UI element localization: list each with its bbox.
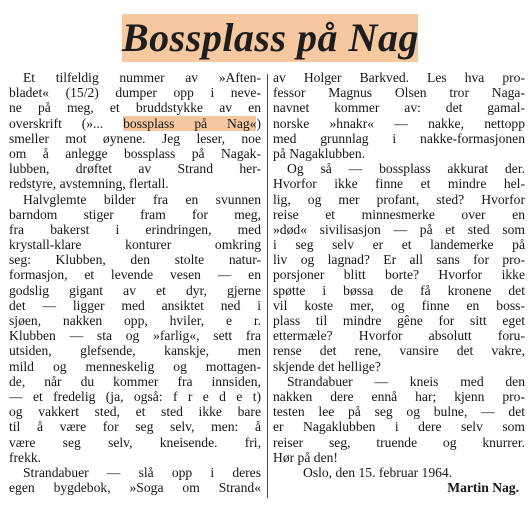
article-line: seg: Klubben, den stolte natur- bbox=[9, 252, 261, 268]
article-line: på Nagaklubben. bbox=[273, 145, 366, 161]
article-line: spøtte i bøssa de få kronene det bbox=[273, 282, 525, 298]
article-line: godslig gigant av et dyr, gjerne bbox=[9, 282, 261, 298]
highlighted-quote: bossplass på Nag« bbox=[123, 115, 257, 131]
article-line: nakken dere ennå har; kjenn pro- bbox=[273, 388, 525, 404]
article-line: Et tilfeldig nummer av »Aften- bbox=[23, 70, 261, 85]
article-line: de, når du kommer fra innsiden, bbox=[9, 373, 261, 389]
article-left-column bbox=[9, 70, 261, 495]
article-line: vil koste mer, og finne en boss- bbox=[273, 297, 525, 313]
article-line: lubben, drøftet av Strand her- bbox=[9, 161, 261, 177]
article-line: ne på meg, et bruddstykke av en bbox=[9, 100, 261, 116]
article-line: reise et minnesmerke over en bbox=[273, 206, 525, 222]
article-line: liv og lagnad? Er all sans for pro- bbox=[273, 252, 525, 268]
article-line: mild og menneskelig og mottagen- bbox=[9, 358, 261, 374]
article-line: navnet kommer av: det gamal- bbox=[273, 100, 525, 116]
article-line: egen bygdebok, »Soga om Strand« bbox=[9, 480, 261, 496]
article-line: Hør på den! bbox=[273, 449, 338, 465]
article-line: i seg selv er et landemerke på bbox=[273, 237, 525, 253]
article-line: norske »hnakr« — nakke, nettopp bbox=[273, 115, 525, 131]
article-line: reiser seg, truende og knurrer. bbox=[273, 434, 525, 450]
article-line: Strandabuer — slå opp i deres bbox=[23, 464, 261, 480]
article-line: ettermæle? Hvorfor absolutt foru- bbox=[273, 328, 525, 344]
article-line: av Holger Barkved. Les hva pro- bbox=[273, 70, 525, 85]
article-line-text: ) bbox=[256, 115, 262, 131]
article-line: porsjoner blitt borte? Hvorfor ikke bbox=[273, 267, 525, 283]
signature-date: Oslo, den 15. februar 1964. bbox=[303, 464, 453, 480]
article-line: om å anlegge bossplass på Nagak- bbox=[9, 145, 261, 161]
article-line: formasjon, et levende vesen — en bbox=[9, 267, 261, 283]
article-line: Strandabuer — kneis med den bbox=[287, 373, 525, 389]
article-line: — et fredelig (ja, også: f r e d e t) bbox=[9, 388, 261, 404]
article-line: skjende det hellige? bbox=[273, 358, 381, 374]
article-line: Og så — bossplass akkurat der. bbox=[287, 161, 525, 177]
headline: Bossplass på Nag bbox=[122, 15, 419, 60]
article-line: frekk. bbox=[9, 449, 42, 465]
article-line: lig, og mer profant, sted? Hvorfor bbox=[273, 191, 525, 207]
article-line: bladet« (15/2) dumper opp i neve- bbox=[9, 85, 261, 101]
article-line: Klubben — sta og »farlig«, sett fra bbox=[9, 328, 261, 344]
article-line: fessor Magnus Olsen tror Naga- bbox=[273, 85, 525, 101]
article-line-text: overskrift (»... bbox=[9, 115, 124, 131]
article-line: det — ligger med ansiktet ned i bbox=[9, 297, 261, 313]
article-line: plass til mindre gêne for sitt eget bbox=[273, 313, 525, 328]
article-line: testen lee på seg og bulne, — det bbox=[273, 404, 525, 420]
article-line: fra bakerst i erindringen, med bbox=[9, 221, 261, 237]
article-line: og vakkert sted, et sted ikke bare bbox=[9, 404, 261, 420]
article-line: være seg selv, kneisende. fri, bbox=[9, 434, 261, 450]
article-line: sjøen, nakken opp, hviler, e r. bbox=[9, 313, 261, 328]
article-line: rense det rene, vansire det vakre, bbox=[273, 343, 525, 359]
article-line: »død« sivilisasjon — på et sted som bbox=[273, 221, 525, 237]
article-line bbox=[9, 116, 261, 131]
article-line: Hvorfor ikke finne et mindre hel- bbox=[273, 176, 525, 192]
article-line: redstyre, avstemning, flertall. bbox=[9, 176, 169, 192]
article-line: til å være for seg selv, men: å bbox=[9, 419, 261, 435]
article-line: er Nagaklubben i dere selv som bbox=[273, 419, 525, 435]
article-line: barndom stiger fram for meg, bbox=[9, 206, 261, 222]
article-line: med grunnlag i nakke-formasjonen bbox=[273, 130, 525, 146]
article-line: Halvglemte bilder fra en svunnen bbox=[23, 191, 261, 207]
signature-author: Martin Nag. bbox=[447, 480, 519, 496]
article-line: utsiden, glefsende, kanskje, men bbox=[9, 343, 261, 359]
article-right-column bbox=[273, 70, 525, 495]
article-line: smeller mot øynene. Jeg leser, noe bbox=[9, 130, 261, 146]
article-line: krystall-klare konturer omkring bbox=[9, 237, 261, 253]
column-divider bbox=[267, 74, 268, 498]
